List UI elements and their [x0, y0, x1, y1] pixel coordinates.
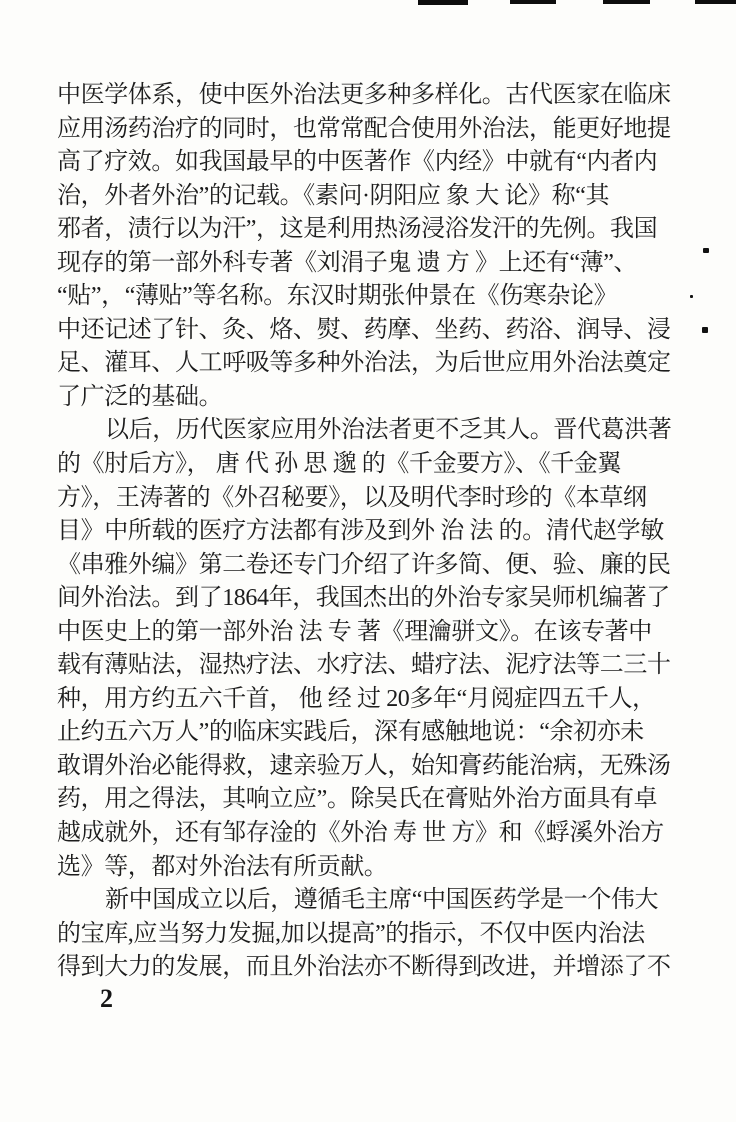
text-line: 中医史上的第一部外治 法 专 著《理瀹骈文》。在该专著中 — [57, 618, 652, 645]
text-line: 目》中所载的医疗方法都有涉及到外 治 法 的。清代赵学敏 — [57, 518, 664, 545]
text-line: 高了疗效。如我国最早的中医著作《内经》中就有“内者内 — [57, 149, 658, 176]
text-line: 邪者，渍行以为汗”，这是利用热汤浸浴发汗的先例。我国 — [57, 216, 658, 243]
text-line: 载有薄贴法，湿热疗法、水疗法、蜡疗法、泥疗法等二三十 — [57, 652, 671, 679]
text-line: 药，用之得法，其响立应”。除吴氏在膏贴外治方面具有卓 — [57, 786, 658, 813]
text-line: 方》，王涛著的《外召秘要》，以及明代李时珍的《本草纲 — [57, 484, 647, 511]
scan-artifact-bar-4 — [695, 0, 736, 4]
text-line: 了广泛的基础。 — [57, 383, 223, 410]
text-line: 现存的第一部外科专著《刘涓子鬼 遗 方 》上还有“薄”、 — [57, 249, 638, 276]
text-line: 越成就外，还有邹存淦的《外治 寿 世 方》和《蜉溪外治方 — [57, 820, 664, 847]
text-block — [57, 79, 683, 985]
text-line: 应用汤药治疗的同时，也常常配合使用外治法，能更好地提 — [57, 115, 671, 142]
text-line-paragraph-start: 以后，历代医家应用外治法者更不乏其人。晋代葛洪著 — [105, 417, 672, 444]
text-line: 中还记述了针、灸、烙、熨、药摩、坐药、药浴、润导、浸 — [57, 316, 671, 343]
text-line: 敢谓外治必能得救，逮亲验万人，始知膏药能治病，无殊汤 — [57, 752, 671, 779]
text-line: 《串雅外编》第二卷还专门介绍了许多简、便、验、廉的民 — [57, 551, 671, 578]
text-line: 间外治法。到了1864年，我国杰出的外治专家吴师机编著了 — [57, 585, 670, 612]
text-line: 选》等，都对外治法有所贡献。 — [57, 853, 388, 880]
ink-speck-3 — [702, 327, 708, 333]
ink-speck-2 — [690, 295, 693, 298]
text-line: 种，用方约五六千首， 他 经 过 20多年“月阅症四五千人， — [57, 685, 656, 712]
text-line: 足、灌耳、人工呼吸等多种外治法，为后世应用外治法奠定 — [57, 350, 671, 377]
text-line: “贴”，“薄贴”等名称。东汉时期张仲景在《伤寒杂论》 — [57, 283, 618, 310]
scan-artifact-bar-1 — [418, 0, 468, 5]
text-line-paragraph-start: 新中国成立以后，遵循毛主席“中国医药学是一个伟大 — [105, 887, 659, 914]
text-line: 的《肘后方》， 唐 代 孙 思 邈 的《千金要方》、《千金翼 — [57, 451, 621, 478]
scan-artifact-bar-3 — [603, 0, 650, 4]
text-line: 中医学体系，使中医外治法更多种多样化。古代医家在临床 — [57, 82, 671, 108]
text-line: 的宝库,应当努力发掘,加以提高”的指示，不仅中医内治法 — [57, 920, 645, 947]
text-line: 止约五六万人”的临床实践后，深有感触地说：“余初亦未 — [57, 719, 644, 746]
ink-speck-1 — [703, 248, 709, 253]
text-line: 得到大力的发展，而且外治法亦不断得到改进，并增添了不 — [57, 954, 671, 981]
page-number: 2 — [100, 984, 113, 1013]
text-line: 治，外者外治”的记载。《素问·阴阳应 象 大 论》称“其 — [57, 182, 610, 209]
scan-artifact-bar-2 — [510, 0, 556, 4]
